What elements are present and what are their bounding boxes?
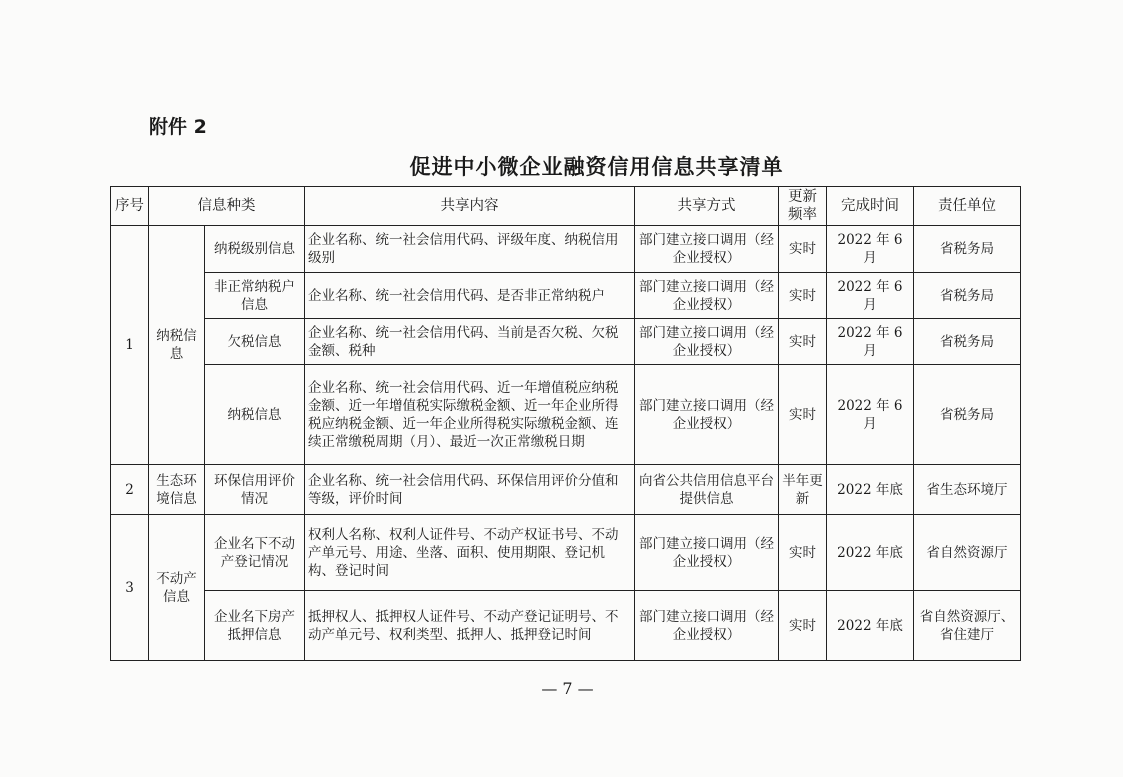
- deadline-cell: 2022 年底: [827, 591, 914, 661]
- subcategory-cell: 企业名下不动产登记情况: [205, 515, 305, 591]
- method-cell: 部门建立接口调用（经企业授权）: [635, 319, 779, 365]
- subcategory-cell: 纳税级别信息: [205, 226, 305, 273]
- subcategory-cell: 纳税信息: [205, 365, 305, 465]
- unit-cell: 省自然资源厅、省住建厅: [914, 591, 1021, 661]
- header-frequency: 更新频率: [779, 187, 827, 226]
- method-cell: 向省公共信用信息平台提供信息: [635, 465, 779, 515]
- content-cell: 企业名称、统一社会信用代码、是否非正常纳税户: [305, 273, 635, 319]
- header-info-type: 信息种类: [149, 187, 305, 226]
- subcategory-cell: 企业名下房产抵押信息: [205, 591, 305, 661]
- content-cell: 企业名称、统一社会信用代码、当前是否欠税、欠税金额、税种: [305, 319, 635, 365]
- header-unit: 责任单位: [914, 187, 1021, 226]
- table-header-row: [111, 187, 1021, 226]
- frequency-cell: 实时: [779, 319, 827, 365]
- table-row: [111, 465, 1021, 515]
- table-row: [111, 319, 1021, 365]
- frequency-cell: 实时: [779, 365, 827, 465]
- table-row: [111, 226, 1021, 273]
- header-deadline: 完成时间: [827, 187, 914, 226]
- frequency-cell: 实时: [779, 515, 827, 591]
- subcategory-cell: 非正常纳税户信息: [205, 273, 305, 319]
- method-cell: 部门建立接口调用（经企业授权）: [635, 591, 779, 661]
- category-cell: 生态环境信息: [149, 465, 205, 515]
- table-row: [111, 273, 1021, 319]
- deadline-cell: 2022 年底: [827, 465, 914, 515]
- content-cell: 企业名称、统一社会信用代码、环保信用评价分值和等级，评价时间: [305, 465, 635, 515]
- credit-info-sharing-table: [110, 186, 1021, 661]
- subcategory-cell: 环保信用评价情况: [205, 465, 305, 515]
- attachment-label: 附件 2: [149, 116, 207, 138]
- unit-cell: 省税务局: [914, 319, 1021, 365]
- content-cell: 企业名称、统一社会信用代码、近一年增值税应纳税金额、近一年增值税实际缴税金额、近一年企业所得税应纳税金额、近一年企业所得税实际缴税金额、连续正常缴税周期（月）、最近一次正常缴税日期: [305, 365, 635, 465]
- unit-cell: 省税务局: [914, 365, 1021, 465]
- header-seq: 序号: [111, 187, 149, 226]
- deadline-cell: 2022 年底: [827, 515, 914, 591]
- category-cell: 纳税信息: [149, 226, 205, 465]
- method-cell: 部门建立接口调用（经企业授权）: [635, 226, 779, 273]
- frequency-cell: 实时: [779, 226, 827, 273]
- category-cell: 不动产信息: [149, 515, 205, 661]
- seq-cell: 3: [111, 515, 149, 661]
- table-row: [111, 365, 1021, 465]
- deadline-cell: 2022 年 6 月: [827, 273, 914, 319]
- unit-cell: 省生态环境厅: [914, 465, 1021, 515]
- unit-cell: 省税务局: [914, 273, 1021, 319]
- seq-cell: 2: [111, 465, 149, 515]
- header-content: 共享内容: [305, 187, 635, 226]
- table-row: [111, 515, 1021, 591]
- unit-cell: 省税务局: [914, 226, 1021, 273]
- content-cell: 权利人名称、权利人证件号、不动产权证书号、不动产单元号、用途、坐落、面积、使用期限、登记机构、登记时间: [305, 515, 635, 591]
- seq-cell: 1: [111, 226, 149, 465]
- content-cell: 企业名称、统一社会信用代码、评级年度、纳税信用级别: [305, 226, 635, 273]
- unit-cell: 省自然资源厅: [914, 515, 1021, 591]
- deadline-cell: 2022 年 6 月: [827, 365, 914, 465]
- subcategory-cell: 欠税信息: [205, 319, 305, 365]
- header-method: 共享方式: [635, 187, 779, 226]
- document-title: 促进中小微企业融资信用信息共享清单: [409, 154, 784, 179]
- frequency-cell: 实时: [779, 591, 827, 661]
- method-cell: 部门建立接口调用（经企业授权）: [635, 365, 779, 465]
- frequency-cell: 实时: [779, 273, 827, 319]
- frequency-cell: 半年更新: [779, 465, 827, 515]
- deadline-cell: 2022 年 6 月: [827, 226, 914, 273]
- method-cell: 部门建立接口调用（经企业授权）: [635, 273, 779, 319]
- content-cell: 抵押权人、抵押权人证件号、不动产登记证明号、不动产单元号、权利类型、抵押人、抵押登记时间: [305, 591, 635, 661]
- table-row: [111, 591, 1021, 661]
- method-cell: 部门建立接口调用（经企业授权）: [635, 515, 779, 591]
- deadline-cell: 2022 年 6 月: [827, 319, 914, 365]
- page-number: — 7 —: [541, 679, 594, 698]
